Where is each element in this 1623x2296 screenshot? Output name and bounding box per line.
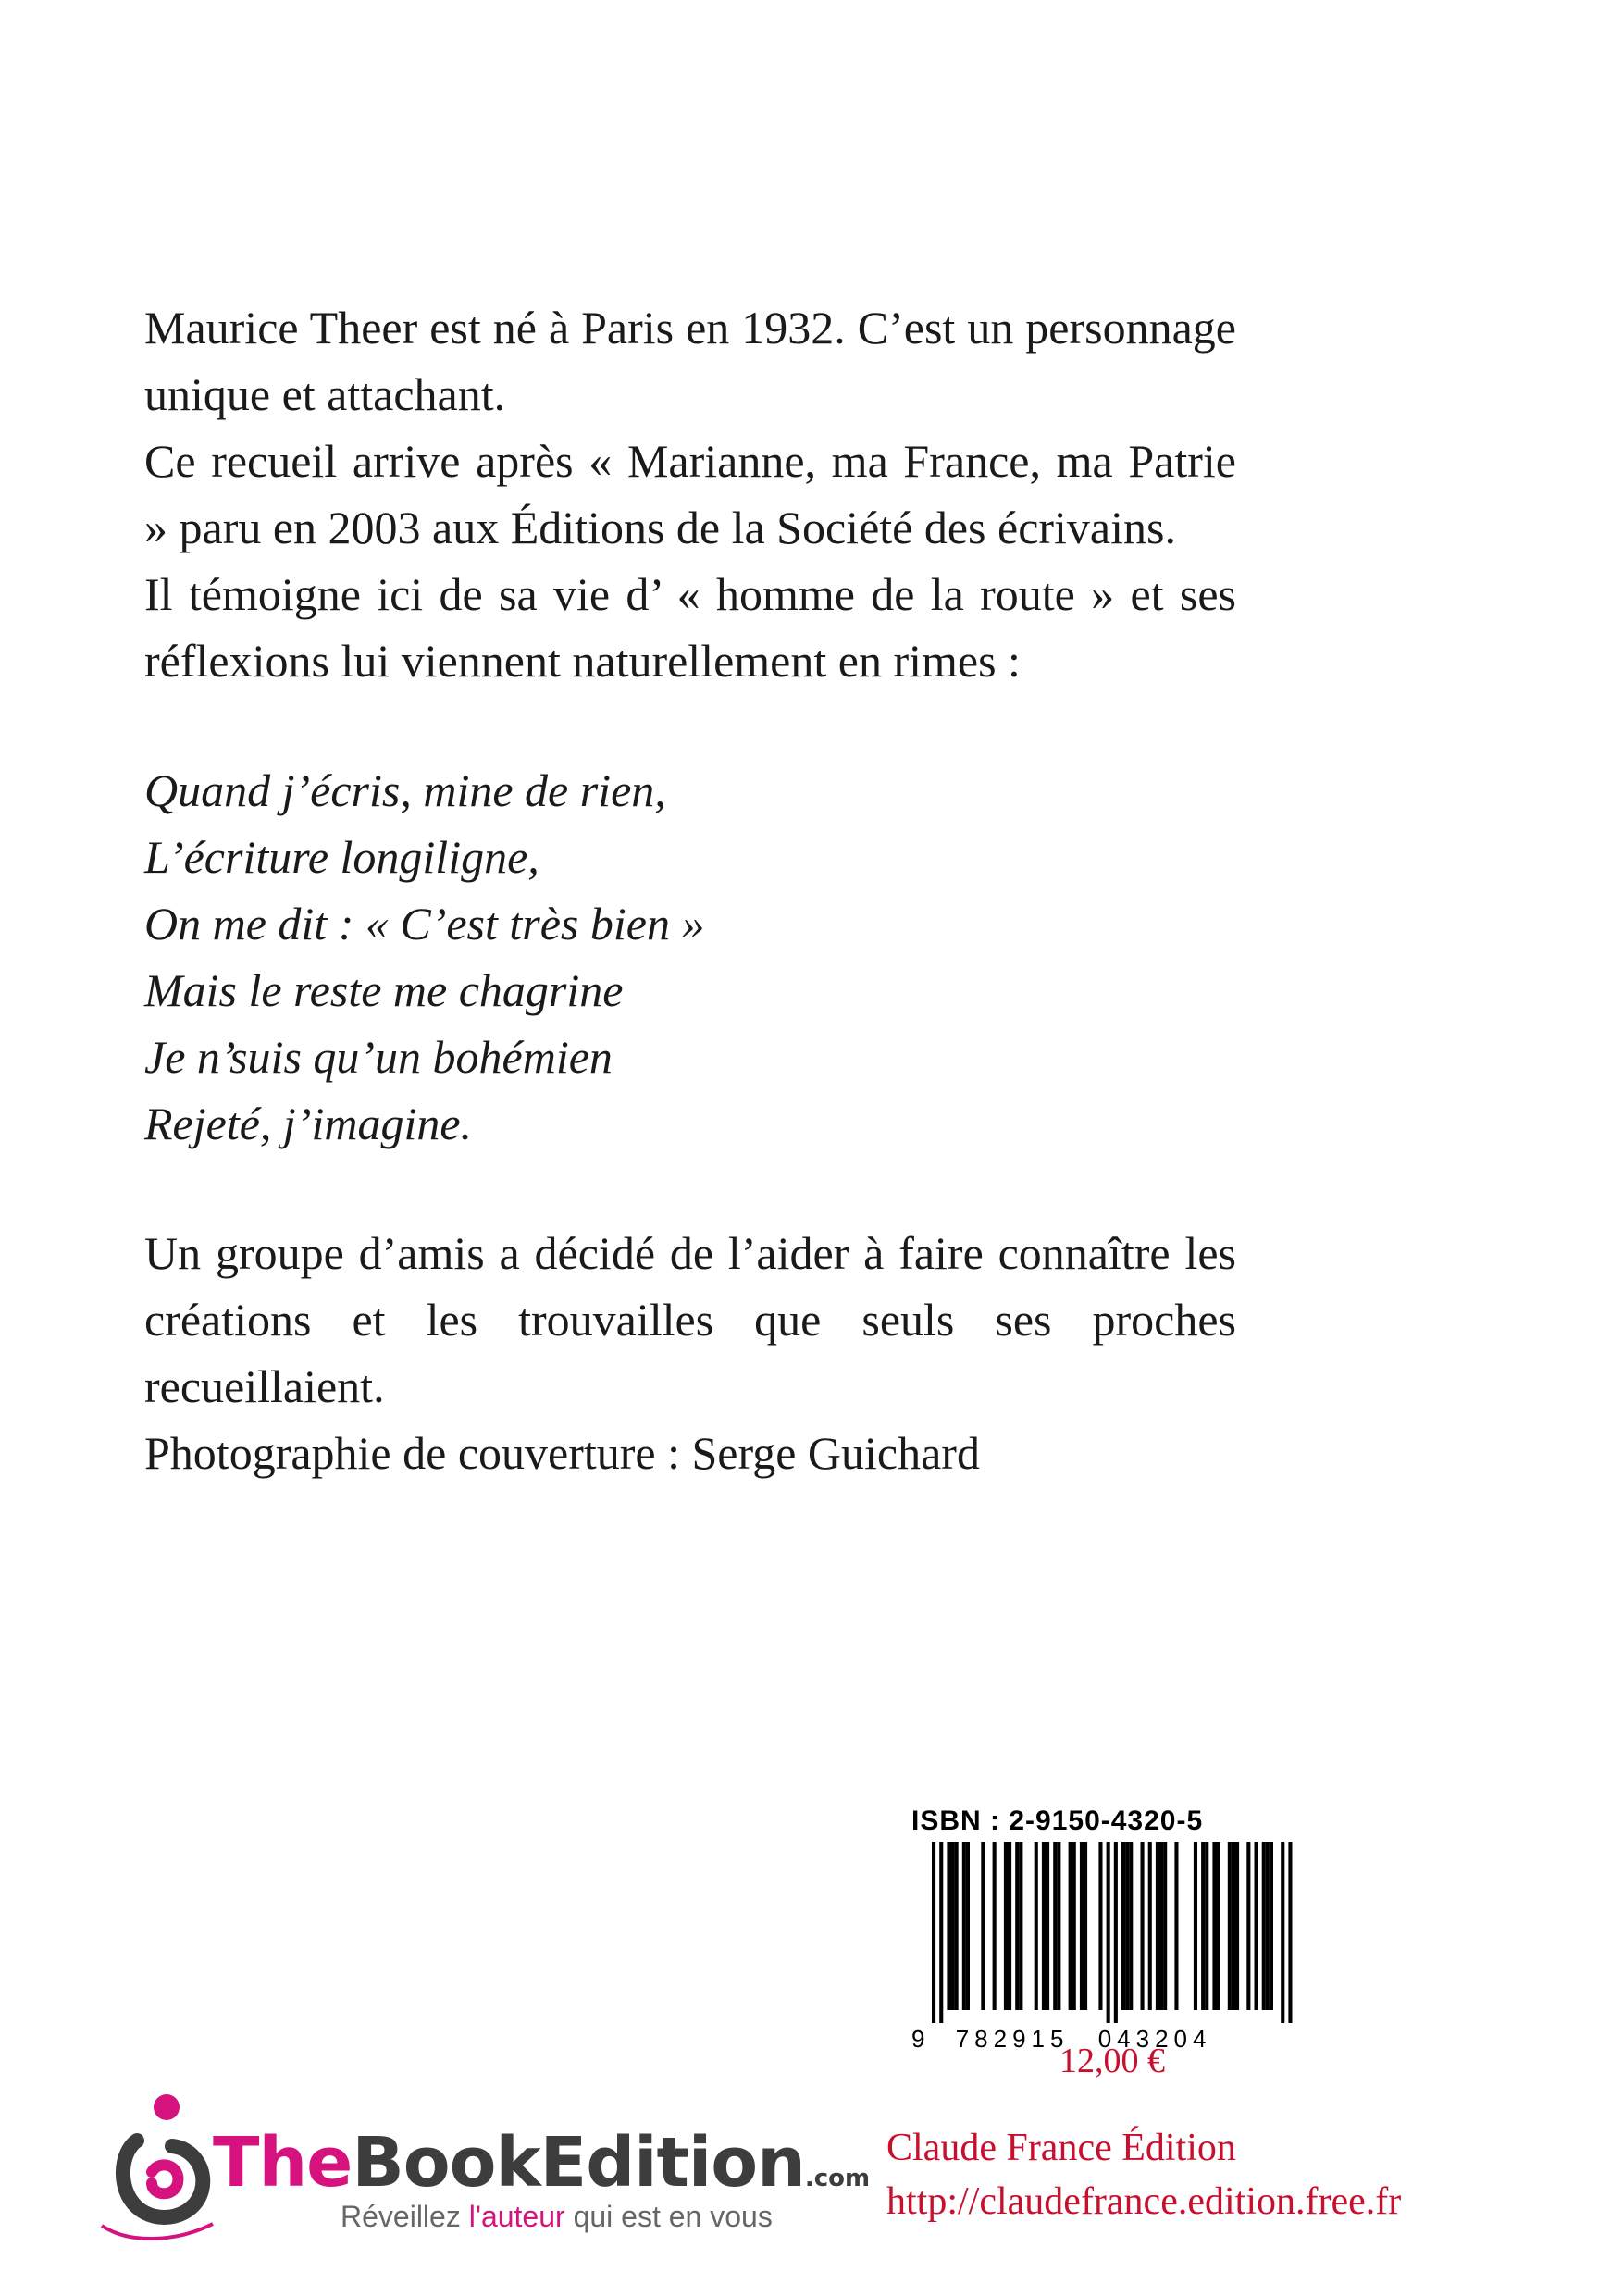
thebookedition-logo [93,2087,871,2244]
barcode-bar [1125,1842,1129,2010]
poem-line: Quand j’écris, mine de rien, [144,764,666,816]
barcode-image [911,1842,1319,2027]
barcode-bar [1053,1842,1057,2010]
barcode-bar [1232,1842,1235,2010]
barcode-bar [1114,1842,1118,2023]
testimony-paragraph: Il témoigne ici de sa vie d’ « homme de la route » et ses réflexions lui viennent naturellement en rimes : [144,568,1236,687]
barcode-bar [1228,1842,1232,2010]
publisher-name: Claude France Édition [886,2127,1236,2169]
barcode-bar [1235,1842,1239,2010]
barcode-bar [1281,1842,1284,2023]
barcode-bar [1246,1842,1250,2010]
barcode-bar [1194,1842,1197,2010]
poem-line: L’écriture longiligne, [144,831,539,883]
barcode-bar [1217,1842,1220,2010]
barcode-bar [1270,1842,1273,2010]
barcode-bar [1159,1842,1163,2010]
barcode-bar [1163,1842,1167,2010]
barcode-bar [1008,1842,1011,2010]
barcode-bar [1072,1842,1076,2010]
barcode-bar [1121,1842,1125,2010]
back-cover-text [144,294,1236,1486]
barcode-bar [1255,1842,1258,2010]
barcode-bar [981,1842,985,2010]
barcode-bar [993,1842,997,2010]
logo-wordmark: TheBookEdition.com [213,2123,871,2203]
poem-excerpt [144,757,1236,1157]
barcode-bar [1080,1842,1084,2010]
poem-line: Mais le reste me chagrine [144,964,624,1016]
barcode-bar [1262,1842,1266,2010]
price-label: 12,00 € [1059,2042,1165,2080]
barcode-bar [1288,1842,1292,2023]
barcode-bar [1212,1842,1216,2010]
barcode-bar [1035,1842,1038,2010]
ean-left-group: 782915 [955,2025,1070,2053]
logo-tagline: Réveillez l'auteur qui est en vous [341,2200,773,2233]
publisher-block [886,2121,1401,2228]
barcode-bar [966,1842,970,2010]
barcode-bar [1004,1842,1008,2010]
barcode-bar [1084,1842,1087,2010]
barcode-bar [1046,1842,1049,2010]
barcode-bar [1205,1842,1208,2010]
barcode-bar [1201,1842,1205,2010]
poem-line: Rejeté, j’imagine. [144,1098,473,1149]
barcode-bar [1141,1842,1145,2010]
publisher-url[interactable]: http://claudefrance.edition.free.fr [886,2180,1402,2223]
barcode-bar [1174,1842,1178,2010]
barcode-bar [1266,1842,1270,2010]
previous-book-paragraph: Ce recueil arrive après « Marianne, ma France, ma Patrie » paru en 2003 aux Éditions de la Société des écrivains. [144,435,1236,553]
ean-right-group: 043204 [1097,2025,1212,2053]
barcode-bar [1057,1842,1060,2010]
barcode-bar [1042,1842,1046,2010]
barcode-bar [1156,1842,1159,2010]
barcode-bar [947,1842,950,2010]
barcode-bar [955,1842,959,2010]
barcode-bar [932,1842,935,2023]
barcode-block [911,1805,1328,2054]
bio-paragraph: Maurice Theer est né à Paris en 1932. C’est un personnage unique et attachant. [144,302,1236,420]
barcode-bar [1069,1842,1072,2010]
friends-paragraph: Un groupe d’amis a décidé de l’aider à faire connaître les créations et les trouvailles que seuls ses proches recueillaient. [144,1227,1236,1412]
photo-credit: Photographie de couverture : Serge Guichard [144,1427,980,1479]
barcode-bar [951,1842,955,2010]
ean-first-digit: 9 [911,2025,931,2053]
barcode-bar [1019,1842,1022,2010]
reader-figure-icon [93,2087,222,2244]
barcode-bar [939,1842,943,2023]
poem-line: Je n’suis qu’un bohémien [144,1031,613,1083]
poem-line: On me dit : « C’est très bien » [144,898,705,949]
barcode-bar [1129,1842,1133,2010]
barcode-bar [1015,1842,1019,2010]
barcode-bar [1148,1842,1152,2010]
barcode-bar [1107,1842,1110,2023]
barcode-bar [1098,1842,1102,2010]
isbn-label: ISBN : 2-9150-4320-5 [911,1806,1204,1836]
barcode-bar [962,1842,966,2010]
